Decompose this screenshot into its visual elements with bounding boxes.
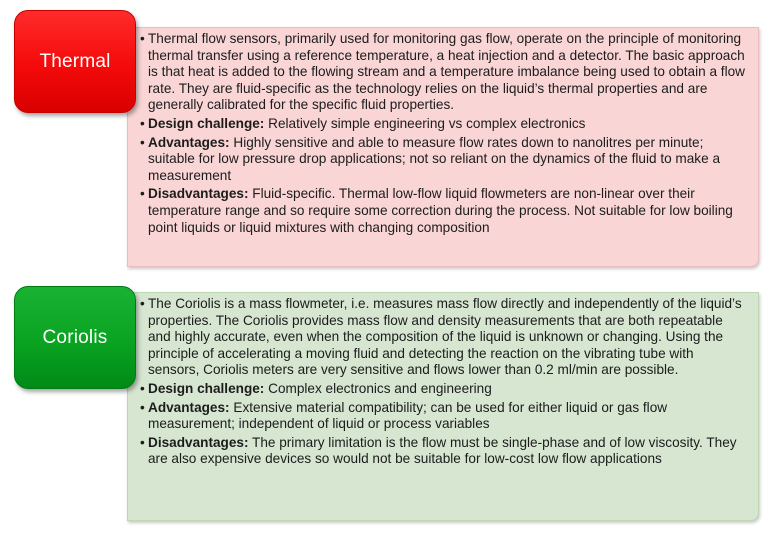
thermal-tab (14, 10, 136, 113)
thermal-advantages-label: Advantages: (148, 134, 230, 150)
bullet-dot-icon: • (140, 296, 145, 311)
thermal-disadvantages-text: Fluid-specific. Thermal low-flow liquid flowmeters are non-linear over their temperature range and so require some correction during the process. Not suitable for low boiling point liquids or liquid mixtures with changing composition (148, 186, 733, 235)
coriolis-panel (127, 292, 759, 521)
coriolis-design-label: Design challenge: (148, 380, 265, 396)
coriolis-tab (14, 286, 136, 389)
coriolis-disadvantages-bullet (141, 435, 748, 468)
bullet-dot-icon: • (140, 115, 145, 131)
coriolis-design-bullet (141, 381, 748, 398)
bullet-dot-icon: • (140, 31, 145, 46)
coriolis-intro-bullet (141, 296, 748, 379)
coriolis-advantages-label: Advantages: (148, 399, 230, 415)
thermal-advantages-text: Highly sensitive and able to measure flow rates down to nanolitres per minute; suitable for low pressure drop applications; not so reliant on the dynamics of the fluid to make a measurement (148, 134, 721, 183)
thermal-intro-text: Thermal flow sensors, primarily used for monitoring gas flow, operate on the principle of monitoring thermal transfer using a reference temperature, a heat injection and a detector. The basic approach is that heat is added to the flowing stream and a temperature imbalance being used to obtain a flow rate. They are fluid-specific as the technology relies on the liquid’s thermal properties and are generally calibrated for the specific fluid properties. (148, 31, 745, 113)
coriolis-disadvantages-text: The primary limitation is the flow must be single-phase and of low viscosity. They are also expensive devices so would not be suitable for low-cost low flow applications (148, 434, 737, 467)
bullet-dot-icon: • (140, 399, 145, 415)
thermal-disadvantages-bullet (141, 186, 748, 236)
bullet-dot-icon: • (140, 134, 145, 150)
thermal-design-label: Design challenge: (148, 115, 265, 131)
thermal-disadvantages-label: Disadvantages: (148, 186, 249, 202)
bullet-dot-icon: • (140, 186, 145, 202)
coriolis-tab-label: Coriolis (42, 326, 108, 348)
coriolis-design-text: Complex electronics and engineering (268, 380, 492, 396)
coriolis-disadvantages-label: Disadvantages: (148, 434, 249, 450)
coriolis-advantages-bullet (141, 400, 748, 433)
bullet-dot-icon: • (140, 380, 145, 396)
thermal-design-text: Relatively simple engineering vs complex electronics (268, 115, 586, 131)
coriolis-intro-text: The Coriolis is a mass flowmeter, i.e. measures mass flow directly and independently of the liquid’s properties. The Coriolis provides mass flow and density measurements that are both repeatable and highly accurate, even when the composition of the liquid is unknown or changing. Using the principle of accelerating a moving fluid and detecting the reaction on the vibrating tube with sensors, Coriolis meters are very sensitive and flows lower than 0.2 ml/min are possible. (148, 296, 742, 378)
thermal-design-bullet (141, 116, 748, 133)
thermal-advantages-bullet (141, 135, 748, 185)
thermal-panel (127, 27, 759, 267)
thermal-tab-label: Thermal (39, 50, 111, 72)
bullet-dot-icon: • (140, 434, 145, 450)
thermal-intro-bullet (141, 31, 748, 114)
coriolis-advantages-text: Extensive material compatibility; can be used for either liquid or gas flow measurement; independent of liquid or process variables (148, 399, 668, 432)
